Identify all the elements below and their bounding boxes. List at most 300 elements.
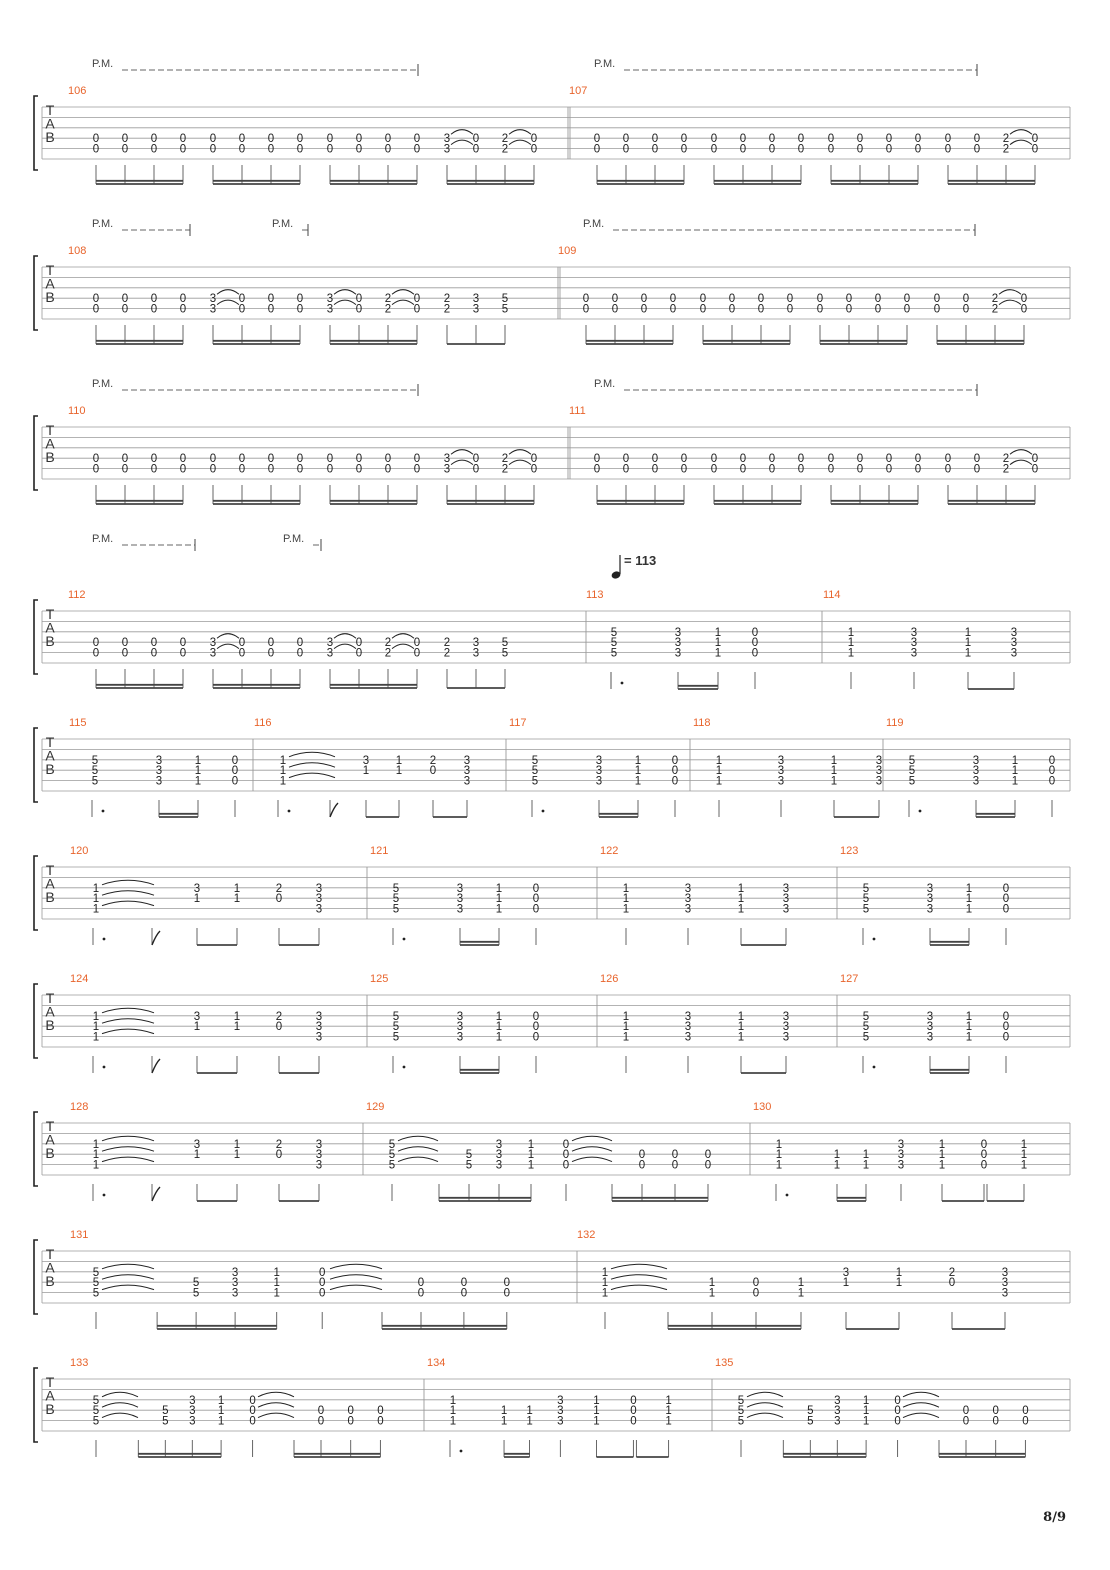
fret-number: 1 [279, 775, 287, 788]
fret-number: 5 [862, 1031, 870, 1044]
fret-number: 0 [355, 133, 363, 146]
slur [572, 1147, 612, 1152]
fret-number: 1 [527, 1138, 535, 1151]
fret-number: 1 [193, 1149, 201, 1162]
palm-mute-label: P.M. [283, 533, 305, 545]
slur [509, 460, 531, 465]
fret-number: 1 [495, 1021, 503, 1034]
fret-number: 3 [443, 133, 451, 146]
fret-number: 0 [582, 303, 590, 316]
fret-number: 1 [737, 893, 745, 906]
slur [398, 1147, 438, 1152]
fret-number: 5 [501, 637, 509, 650]
flag [152, 1059, 160, 1073]
fret-number: 0 [384, 143, 392, 156]
slur [392, 644, 414, 649]
measure-number: 133 [70, 1357, 89, 1369]
fret-number: 1 [895, 1266, 903, 1279]
fret-number: 0 [92, 303, 100, 316]
fret-number: 5 [501, 647, 509, 660]
fret-number: 0 [894, 1394, 901, 1407]
slur [102, 1392, 138, 1397]
fret-number: 0 [640, 293, 648, 306]
system-bracket [34, 256, 38, 330]
fret-number: 1 [862, 1415, 870, 1428]
fret-number: 0 [651, 133, 659, 146]
fret-number: 3 [326, 637, 334, 650]
fret-number: 0 [347, 1405, 354, 1418]
fret-number: 1 [634, 754, 642, 767]
fret-number: 0 [562, 1149, 570, 1162]
fret-number: 5 [908, 765, 916, 778]
measure-number: 130 [753, 1101, 772, 1113]
slur [509, 130, 531, 135]
fret-number: 0 [845, 303, 853, 316]
fret-number: 1 [938, 1138, 946, 1151]
fret-number: 1 [634, 775, 642, 788]
fret-number: 3 [463, 775, 471, 788]
fret-number: 0 [944, 453, 952, 466]
slur [747, 1392, 783, 1397]
fret-number: 5 [862, 1021, 870, 1034]
fret-number: 3 [315, 1138, 323, 1151]
tab-clef-letter: A [45, 619, 55, 636]
measure-number: 128 [70, 1101, 89, 1113]
measure-number: 126 [600, 973, 619, 985]
slur [334, 290, 356, 295]
slur [572, 1136, 612, 1141]
fret-number: 5 [92, 1277, 100, 1290]
slur [747, 1403, 783, 1408]
fret-number: 1 [1020, 1159, 1028, 1172]
fret-number: 0 [150, 647, 158, 660]
fret-number: 3 [456, 1031, 464, 1044]
fret-number: 3 [456, 903, 464, 916]
fret-number: 2 [384, 303, 392, 316]
measure-number: 125 [370, 973, 389, 985]
fret-number: 2 [443, 293, 451, 306]
flag [330, 803, 338, 817]
fret-number: 3 [926, 893, 934, 906]
fret-number: 0 [874, 293, 882, 306]
fret-number: 3 [315, 893, 323, 906]
slur [1010, 130, 1032, 135]
fret-number: 1 [965, 1031, 973, 1044]
fret-number: 2 [443, 647, 451, 660]
fret-number: 0 [710, 143, 718, 156]
fret-number: 1 [362, 765, 370, 778]
fret-number: 0 [209, 133, 217, 146]
measure-number: 116 [254, 717, 272, 729]
fret-number: 3 [684, 903, 692, 916]
fret-number: 1 [527, 1149, 535, 1162]
fret-number: 0 [611, 303, 619, 316]
fret-number: 3 [1001, 1266, 1009, 1279]
fret-number: 0 [413, 293, 421, 306]
fret-number: 1 [92, 1021, 100, 1034]
fret-number: 0 [121, 303, 129, 316]
fret-number: 1 [964, 626, 972, 639]
fret-number: 0 [179, 637, 187, 650]
fret-number: 3 [315, 1159, 323, 1172]
tab-clef-letter: T [45, 262, 55, 278]
fret-number: 1 [233, 882, 241, 895]
slur [330, 1264, 382, 1269]
fret-number: 0 [885, 463, 893, 476]
fret-number: 0 [885, 143, 893, 156]
slur [398, 1136, 438, 1141]
dot [288, 810, 291, 813]
measure-number: 110 [68, 405, 86, 417]
fret-number: 1 [500, 1415, 508, 1428]
dot [103, 1194, 106, 1197]
fret-number: 0 [962, 1415, 970, 1428]
fret-number: 0 [980, 1149, 988, 1162]
measure-number: 109 [558, 245, 577, 257]
fret-number: 3 [674, 647, 682, 660]
fret-number: 0 [267, 133, 275, 146]
fret-number: 2 [443, 637, 451, 650]
slur [334, 300, 356, 305]
measure-number: 121 [370, 845, 389, 857]
fret-number: 0 [267, 647, 275, 660]
fret-number: 0 [326, 463, 334, 476]
fret-number: 5 [388, 1149, 396, 1162]
fret-number: 0 [355, 143, 363, 156]
fret-number: 1 [395, 754, 403, 767]
fret-number: 0 [150, 293, 158, 306]
fret-number: 3 [456, 1010, 464, 1023]
fret-number: 0 [622, 463, 630, 476]
fret-number: 0 [671, 1159, 679, 1172]
fret-number: 0 [92, 453, 100, 466]
fret-number: 3 [595, 765, 603, 778]
fret-number: 0 [296, 463, 304, 476]
fret-number: 1 [217, 1394, 225, 1407]
fret-number: 0 [231, 765, 239, 778]
fret-number: 0 [751, 626, 759, 639]
palm-mute-label: P.M. [92, 58, 114, 70]
fret-number: 1 [92, 1138, 100, 1151]
fret-number: 3 [834, 1415, 841, 1428]
fret-number: 0 [318, 1266, 326, 1279]
fret-number: 0 [238, 463, 246, 476]
slur [392, 290, 414, 295]
fret-number: 3 [495, 1159, 503, 1172]
fret-number: 3 [1010, 637, 1018, 650]
slur [217, 300, 239, 305]
fret-number: 3 [189, 1415, 196, 1428]
tab-clef-letter: B [45, 633, 55, 649]
fret-number: 1 [737, 882, 745, 895]
measure-number: 113 [586, 589, 604, 601]
fret-number: 0 [384, 453, 392, 466]
fret-number: 1 [938, 1159, 946, 1172]
fret-number: 0 [355, 647, 363, 660]
slur [334, 644, 356, 649]
slur [102, 1019, 154, 1024]
fret-number: 0 [472, 453, 480, 466]
fret-number: 0 [885, 133, 893, 146]
palm-mute-label: P.M. [92, 218, 114, 230]
measure-number: 135 [715, 1357, 734, 1369]
fret-number: 0 [962, 293, 970, 306]
fret-number: 1 [775, 1149, 783, 1162]
fret-number: 1 [92, 893, 100, 906]
fret-number: 3 [315, 882, 323, 895]
fret-number: 0 [757, 303, 765, 316]
slur [903, 1392, 939, 1397]
fret-number: 0 [710, 463, 718, 476]
fret-number: 5 [92, 1266, 100, 1279]
fret-number: 3 [926, 1010, 934, 1023]
fret-number: 0 [638, 1149, 646, 1162]
fret-number: 0 [121, 453, 129, 466]
fret-number: 0 [885, 453, 893, 466]
fret-number: 0 [296, 453, 304, 466]
fret-number: 3 [315, 903, 323, 916]
fret-number: 0 [710, 133, 718, 146]
fret-number: 0 [710, 453, 718, 466]
fret-number: 0 [739, 463, 747, 476]
fret-number: 1 [708, 1287, 716, 1300]
fret-number: 5 [162, 1415, 169, 1428]
dot [542, 810, 545, 813]
fret-number: 3 [326, 293, 334, 306]
fret-number: 3 [443, 463, 451, 476]
fret-number: 3 [456, 893, 464, 906]
fret-number: 0 [582, 293, 590, 306]
fret-number: 5 [92, 1415, 100, 1428]
tab-clef-letter: T [45, 606, 55, 622]
fret-number: 0 [973, 453, 981, 466]
fret-number: 5 [862, 893, 870, 906]
fret-number: 0 [249, 1405, 256, 1418]
fret-number: 1 [622, 893, 630, 906]
tab-clef-letter: B [45, 129, 55, 145]
fret-number: 1 [714, 626, 722, 639]
fret-number: 0 [92, 143, 100, 156]
fret-number: 1 [797, 1277, 805, 1290]
fret-number: 0 [317, 1415, 325, 1428]
fret-number: 3 [193, 882, 201, 895]
fret-number: 3 [315, 1010, 323, 1023]
slur [1010, 140, 1032, 145]
fret-number: 3 [231, 1266, 239, 1279]
fret-number: 3 [595, 775, 603, 788]
fret-number: 2 [384, 647, 392, 660]
fret-number: 5 [91, 775, 99, 788]
slur [903, 1403, 939, 1408]
tempo-marking: = 113 [624, 553, 657, 568]
fret-number: 5 [531, 775, 539, 788]
fret-number: 1 [715, 765, 723, 778]
fret-number: 3 [326, 647, 334, 660]
fret-number: 0 [1031, 453, 1039, 466]
slur [217, 290, 239, 295]
fret-number: 0 [1048, 775, 1056, 788]
palm-mute-label: P.M. [594, 378, 616, 390]
fret-number: 0 [933, 303, 941, 316]
fret-number: 5 [392, 1031, 400, 1044]
fret-number: 1 [830, 765, 838, 778]
fret-number: 0 [593, 143, 601, 156]
fret-number: 0 [92, 293, 100, 306]
fret-number: 1 [1011, 765, 1019, 778]
fret-number: 3 [834, 1405, 841, 1418]
tab-clef-letter: B [45, 289, 55, 305]
fret-number: 0 [238, 143, 246, 156]
fret-number: 1 [194, 765, 202, 778]
fret-number: 1 [833, 1149, 841, 1162]
measure-number: 118 [693, 717, 711, 729]
slur [330, 1285, 382, 1290]
fret-number: 0 [797, 143, 805, 156]
slur [102, 1275, 154, 1280]
fret-number: 1 [708, 1277, 716, 1290]
tab-clef-letter: A [45, 275, 55, 292]
fret-number: 0 [914, 453, 922, 466]
fret-number: 0 [768, 463, 776, 476]
fret-number: 1 [895, 1277, 903, 1290]
fret-number: 5 [192, 1287, 200, 1300]
tab-clef-letter: B [45, 1273, 55, 1289]
fret-number: 3 [777, 754, 785, 767]
fret-number: 1 [273, 1287, 280, 1300]
fret-number: 0 [238, 453, 246, 466]
fret-number: 0 [1002, 893, 1010, 906]
fret-number: 5 [465, 1149, 473, 1162]
slur [451, 140, 473, 145]
fret-number: 1 [526, 1405, 533, 1418]
fret-number: 3 [972, 754, 980, 767]
fret-number: 0 [377, 1405, 384, 1418]
fret-number: 5 [92, 1394, 100, 1407]
fret-number: 2 [275, 1138, 283, 1151]
fret-number: 1 [233, 1021, 241, 1034]
fret-number: 0 [249, 1415, 256, 1428]
measure-number: 131 [70, 1229, 89, 1241]
fret-number: 5 [91, 765, 99, 778]
fret-number: 1 [833, 1159, 841, 1172]
measure-number: 112 [68, 589, 86, 601]
dot [103, 1066, 106, 1069]
fret-number: 0 [845, 293, 853, 306]
fret-number: 0 [638, 1159, 646, 1172]
fret-number: 0 [231, 754, 239, 767]
fret-number: 0 [562, 1159, 570, 1172]
fret-number: 1 [965, 1021, 973, 1034]
fret-number: 0 [532, 1021, 540, 1034]
fret-number: 3 [1010, 647, 1018, 660]
dot [403, 1066, 406, 1069]
fret-number: 5 [807, 1415, 814, 1428]
slur [258, 1413, 294, 1418]
fret-number: 0 [992, 1415, 999, 1428]
slur [102, 1413, 138, 1418]
fret-number: 1 [965, 882, 973, 895]
fret-number: 0 [460, 1277, 468, 1290]
fret-number: 3 [189, 1405, 196, 1418]
fret-number: 0 [238, 637, 246, 650]
fret-number: 0 [413, 637, 421, 650]
fret-number: 1 [737, 903, 745, 916]
fret-number: 0 [944, 463, 952, 476]
slur [611, 1275, 667, 1280]
fret-number: 0 [728, 303, 736, 316]
tab-clef-letter: B [45, 889, 55, 905]
tab-clef-letter: A [45, 875, 55, 892]
fret-number: 0 [460, 1287, 468, 1300]
tab-clef-letter: T [45, 1246, 55, 1262]
fret-number: 0 [355, 303, 363, 316]
tab-clef-letter: A [45, 1131, 55, 1148]
fret-number: 1 [601, 1287, 609, 1300]
fret-number: 3 [557, 1415, 564, 1428]
fret-number: 1 [737, 1031, 745, 1044]
fret-number: 0 [1002, 1021, 1010, 1034]
fret-number: 3 [782, 893, 790, 906]
fret-number: 0 [1048, 754, 1056, 767]
fret-number: 3 [189, 1394, 196, 1407]
fret-number: 3 [926, 903, 934, 916]
fret-number: 1 [622, 882, 630, 895]
fret-number: 1 [495, 893, 503, 906]
fret-number: 0 [630, 1394, 637, 1407]
fret-number: 0 [238, 647, 246, 660]
fret-number: 0 [752, 1287, 760, 1300]
fret-number: 0 [593, 453, 601, 466]
slur [102, 901, 154, 906]
fret-number: 5 [610, 647, 618, 660]
fret-number: 5 [388, 1138, 396, 1151]
slur [572, 1157, 612, 1162]
fret-number: 0 [267, 637, 275, 650]
fret-number: 1 [495, 903, 503, 916]
fret-number: 3 [926, 1021, 934, 1034]
fret-number: 5 [737, 1405, 745, 1418]
palm-mute-label: P.M. [92, 378, 114, 390]
measure-number: 111 [569, 405, 586, 417]
tab-clef-letter: A [45, 435, 55, 452]
measure-number: 124 [70, 973, 89, 985]
fret-number: 0 [903, 303, 911, 316]
fret-number: 3 [193, 1010, 201, 1023]
slur [611, 1285, 667, 1290]
fret-number: 1 [449, 1415, 457, 1428]
fret-number: 1 [847, 637, 855, 650]
fret-number: 0 [413, 453, 421, 466]
slur [102, 891, 154, 896]
fret-number: 0 [121, 133, 129, 146]
fret-number: 0 [962, 1405, 970, 1418]
fret-number: 0 [944, 143, 952, 156]
fret-number: 0 [275, 893, 283, 906]
fret-number: 5 [392, 882, 400, 895]
fret-number: 0 [630, 1415, 637, 1428]
fret-number: 1 [965, 893, 973, 906]
slur [451, 130, 473, 135]
fret-number: 0 [326, 133, 334, 146]
tab-clef-letter: B [45, 1017, 55, 1033]
fret-number: 0 [121, 293, 129, 306]
fret-number: 5 [908, 775, 916, 788]
fret-number: 3 [209, 647, 217, 660]
fret-number: 0 [179, 143, 187, 156]
flag [152, 931, 160, 945]
fret-number: 0 [856, 143, 864, 156]
dot [403, 938, 406, 941]
